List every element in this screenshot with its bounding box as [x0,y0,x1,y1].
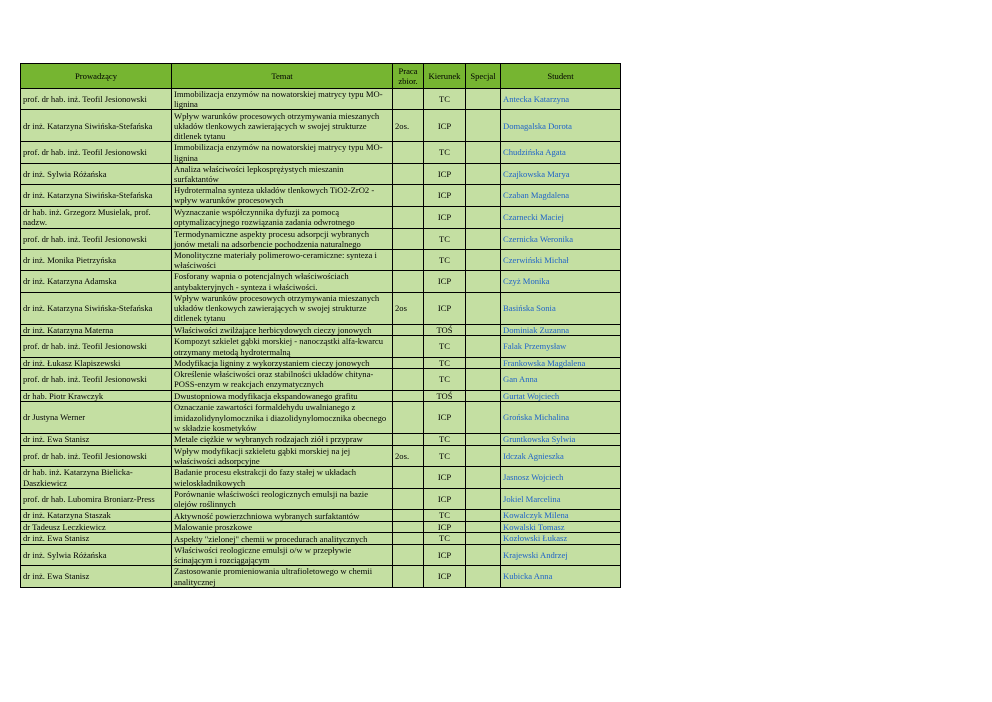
table-row [21,566,621,587]
cell-student[interactable]: Gurtat Wojciech [501,390,621,402]
cell-prowadzacy[interactable]: dr inż. Sylwia Różańska [21,544,172,565]
cell-specjal[interactable] [466,324,501,336]
table-row [21,228,621,249]
cell-prowadzacy[interactable]: dr Tadeusz Leczkiewicz [21,521,172,533]
header-praca[interactable]: Praca zbior. [393,64,424,89]
cell-prowadzacy[interactable]: dr inż. Łukasz Klapiszewski [21,357,172,369]
table-row [21,510,621,522]
cell-kierunek[interactable]: TC [424,336,466,357]
cell-specjal[interactable] [466,142,501,163]
table-row [21,434,621,446]
header-prowadzacy[interactable]: Prowadzący [21,64,172,89]
cell-kierunek[interactable]: ICP [424,489,466,510]
cell-prowadzacy[interactable]: dr hab. Piotr Krawczyk [21,390,172,402]
cell-praca[interactable] [393,336,424,357]
cell-temat[interactable]: Wyznaczanie współczynnika dyfuzji za pomocą optymalizacyjnego rozwiązania zadania odwrotnego [172,206,393,228]
cell-praca[interactable] [393,402,424,434]
cell-prowadzacy[interactable]: dr inż. Katarzyna Siwińska-Stefańska [21,292,172,324]
cell-temat[interactable]: Właściwości zwilżające herbicydowych cieczy jonowych [172,324,393,336]
table-row [21,206,621,228]
header-row [21,64,621,89]
cell-temat[interactable]: Modyfikacja ligniny z wykorzystaniem cieczy jonowych [172,357,393,369]
cell-student[interactable]: Frankowska Magdalena [501,357,621,369]
cell-prowadzacy[interactable]: dr inż. Ewa Stanisz [21,533,172,545]
cell-student[interactable]: Grońska Michalina [501,402,621,434]
table-row [21,489,621,510]
cell-specjal[interactable] [466,110,501,142]
cell-temat[interactable]: Monolityczne materiały polimerowo-ceramiczne: synteza i właściwości [172,250,393,271]
cell-student[interactable]: Dominiak Zuzanna [501,324,621,336]
cell-kierunek[interactable]: TC [424,142,466,163]
cell-student[interactable]: Czernicka Weronika [501,228,621,249]
cell-student[interactable]: Gan Anna [501,369,621,390]
cell-temat[interactable]: Aktywność powierzchniowa wybranych surfaktantów [172,510,393,522]
cell-temat[interactable]: Dwustopniowa modyfikacja ekspandowanego grafitu [172,390,393,402]
cell-kierunek[interactable]: TC [424,533,466,545]
cell-prowadzacy[interactable]: prof. dr hab. inż. Teofil Jesionowski [21,445,172,466]
table-row [21,142,621,163]
table-row [21,445,621,466]
cell-praca[interactable] [393,142,424,163]
cell-praca[interactable] [393,163,424,184]
cell-temat[interactable]: Wpływ warunków procesowych otrzymywania mieszanych układów tlenkowych zawierających w swojej strukturze ditlenek tytanu [172,110,393,142]
cell-praca[interactable]: 2os. [393,445,424,466]
cell-student[interactable]: Kowalczyk Milena [501,510,621,522]
cell-specjal[interactable] [466,185,501,206]
cell-student[interactable]: Falak Przemysław [501,336,621,357]
cell-temat[interactable]: Aspekty "zielonej" chemii w procedurach analitycznych [172,533,393,545]
cell-student[interactable]: Domagalska Dorota [501,110,621,142]
cell-specjal[interactable] [466,206,501,228]
cell-praca[interactable] [393,89,424,110]
cell-kierunek[interactable]: TC [424,369,466,390]
header-specjal[interactable]: Specjal [466,64,501,89]
cell-kierunek[interactable]: ICP [424,566,466,587]
cell-praca[interactable] [393,271,424,292]
cell-specjal[interactable] [466,402,501,434]
cell-temat[interactable]: Immobilizacja enzymów na nowatorskiej matrycy typu MO-lignina [172,142,393,163]
cell-specjal[interactable] [466,521,501,533]
cell-student[interactable]: Jokiel Marcelina [501,489,621,510]
cell-specjal[interactable] [466,533,501,545]
cell-student[interactable]: Gruntkowska Sylwia [501,434,621,446]
table-body [21,89,621,588]
cell-kierunek[interactable]: TC [424,357,466,369]
cell-prowadzacy[interactable]: prof. dr hab. inż. Teofil Jesionowski [21,369,172,390]
cell-student[interactable]: Antecka Katarzyna [501,89,621,110]
header-kierunek[interactable]: Kierunek [424,64,466,89]
cell-specjal[interactable] [466,390,501,402]
cell-specjal[interactable] [466,357,501,369]
cell-student[interactable]: Czaban Magdalena [501,185,621,206]
cell-praca[interactable] [393,250,424,271]
table-row [21,250,621,271]
cell-prowadzacy[interactable]: dr inż. Katarzyna Staszak [21,510,172,522]
cell-specjal[interactable] [466,292,501,324]
cell-praca[interactable] [393,185,424,206]
cell-kierunek[interactable]: ICP [424,292,466,324]
cell-student[interactable]: Czyż Monika [501,271,621,292]
cell-praca[interactable] [393,467,424,489]
table-row [21,324,621,336]
cell-temat[interactable]: Metale ciężkie w wybranych rodzajach ziół i przypraw [172,434,393,446]
cell-specjal[interactable] [466,445,501,466]
cell-temat[interactable]: Określenie właściwości oraz stabilności układów chityna-POSS-enzym w reakcjach enzymatycznych [172,369,393,390]
cell-temat[interactable]: Kompozyt szkielet gąbki morskiej - nanocząstki alfa-kwarcu otrzymany metodą hydrotermalną [172,336,393,357]
table-header [21,64,621,89]
cell-prowadzacy[interactable]: dr inż. Katarzyna Materna [21,324,172,336]
cell-specjal[interactable] [466,467,501,489]
cell-student[interactable]: Kubicka Anna [501,566,621,587]
cell-praca[interactable] [393,544,424,565]
cell-praca[interactable] [393,228,424,249]
cell-prowadzacy[interactable]: dr inż. Katarzyna Siwińska-Stefańska [21,110,172,142]
cell-praca[interactable] [393,206,424,228]
cell-specjal[interactable] [466,228,501,249]
cell-kierunek[interactable]: TC [424,434,466,446]
cell-kierunek[interactable]: ICP [424,544,466,565]
cell-prowadzacy[interactable]: dr hab. inż. Katarzyna Bielicka-Daszkiewicz [21,467,172,489]
table-row [21,521,621,533]
cell-prowadzacy[interactable]: prof. dr hab. Lubomira Broniarz-Press [21,489,172,510]
cell-kierunek[interactable]: TC [424,89,466,110]
table-row [21,185,621,206]
cell-specjal[interactable] [466,163,501,184]
cell-student[interactable]: Idczak Agnieszka [501,445,621,466]
table-row [21,544,621,565]
cell-specjal[interactable] [466,250,501,271]
cell-kierunek[interactable]: TC [424,228,466,249]
cell-kierunek[interactable]: TC [424,250,466,271]
cell-kierunek[interactable]: ICP [424,110,466,142]
cell-prowadzacy[interactable]: prof. dr hab. inż. Teofil Jesionowski [21,142,172,163]
cell-kierunek[interactable]: ICP [424,185,466,206]
cell-kierunek[interactable]: ICP [424,467,466,489]
cell-praca[interactable] [393,566,424,587]
cell-kierunek[interactable]: TC [424,445,466,466]
cell-kierunek[interactable]: ICP [424,206,466,228]
cell-temat[interactable]: Termodynamiczne aspekty procesu adsorpcji wybranych jonów metali na adsorbencie pochodzenia naturalnego [172,228,393,249]
cell-student[interactable]: Jasnosz Wojciech [501,467,621,489]
cell-specjal[interactable] [466,544,501,565]
header-temat[interactable]: Temat [172,64,393,89]
cell-specjal[interactable] [466,434,501,446]
table-row [21,357,621,369]
cell-prowadzacy[interactable]: prof. dr hab. inż. Teofil Jesionowski [21,228,172,249]
cell-student[interactable]: Chudzińska Agata [501,142,621,163]
cell-kierunek[interactable]: TOŚ [424,390,466,402]
table-row [21,533,621,545]
cell-student[interactable]: Basińska Sonia [501,292,621,324]
cell-specjal[interactable] [466,566,501,587]
cell-temat[interactable]: Badanie procesu ekstrakcji do fazy stałej w układach wieloskładnikowych [172,467,393,489]
cell-student[interactable]: Kozłowski Łukasz [501,533,621,545]
cell-temat[interactable]: Właściwości reologiczne emulsji o/w w przepływie ścinającym i rozciągającym [172,544,393,565]
cell-specjal[interactable] [466,336,501,357]
cell-temat[interactable]: Analiza właściwości lepkosprężystych mieszanin surfaktantów [172,163,393,184]
cell-prowadzacy[interactable]: prof. dr hab. inż. Teofil Jesionowski [21,336,172,357]
cell-prowadzacy[interactable]: dr inż. Katarzyna Siwińska-Stefańska [21,185,172,206]
table-row [21,336,621,357]
cell-prowadzacy[interactable]: dr Justyna Werner [21,402,172,434]
table-row [21,271,621,292]
cell-student[interactable]: Krajewski Andrzej [501,544,621,565]
cell-praca[interactable]: 2os. [393,110,424,142]
cell-praca[interactable] [393,369,424,390]
cell-praca[interactable] [393,434,424,446]
cell-student[interactable]: Czerwiński Michał [501,250,621,271]
table-row [21,390,621,402]
cell-praca[interactable] [393,324,424,336]
cell-prowadzacy[interactable]: dr inż. Sylwia Różańska [21,163,172,184]
cell-specjal[interactable] [466,271,501,292]
cell-kierunek[interactable]: ICP [424,163,466,184]
cell-prowadzacy[interactable]: dr inż. Ewa Stanisz [21,566,172,587]
cell-praca[interactable]: 2os [393,292,424,324]
table-row [21,467,621,489]
cell-student[interactable]: Kowalski Tomasz [501,521,621,533]
cell-temat[interactable]: Porównanie właściwości reologicznych emulsji na bazie olejów roślinnych [172,489,393,510]
table-row [21,163,621,184]
cell-temat[interactable]: Fosforany wapnia o potencjalnych właściwościach antybakteryjnych - synteza i właściwości. [172,271,393,292]
cell-kierunek[interactable]: ICP [424,402,466,434]
header-student[interactable]: Student [501,64,621,89]
table-row [21,292,621,324]
cell-temat[interactable]: Immobilizacja enzymów na nowatorskiej matrycy typu MO-lignina [172,89,393,110]
table-row [21,89,621,110]
spreadsheet-table [20,63,621,588]
cell-praca[interactable] [393,521,424,533]
cell-kierunek[interactable]: ICP [424,521,466,533]
table-row [21,110,621,142]
cell-kierunek[interactable]: TC [424,510,466,522]
cell-prowadzacy[interactable]: dr inż. Katarzyna Adamska [21,271,172,292]
cell-specjal[interactable] [466,489,501,510]
cell-temat[interactable]: Hydrotermalna synteza układów tlenkowych TiO2-ZrO2 - wpływ warunków procesowych [172,185,393,206]
cell-prowadzacy[interactable]: prof. dr hab. inż. Teofil Jesionowski [21,89,172,110]
table-row [21,402,621,434]
cell-specjal[interactable] [466,510,501,522]
cell-specjal[interactable] [466,89,501,110]
cell-temat[interactable]: Zastosowanie promieniowania ultrafioletowego w chemii analitycznej [172,566,393,587]
cell-kierunek[interactable]: TOŚ [424,324,466,336]
cell-temat[interactable]: Wpływ warunków procesowych otrzymywania mieszanych układów tlenkowych zawierających w swojej strukturze ditlenek tytanu [172,292,393,324]
cell-student[interactable]: Czajkowska Marya [501,163,621,184]
cell-praca[interactable] [393,533,424,545]
cell-prowadzacy[interactable]: dr inż. Ewa Stanisz [21,434,172,446]
cell-kierunek[interactable]: ICP [424,271,466,292]
cell-temat[interactable]: Wpływ modyfikacji szkieletu gąbki morskiej na jej właściwości adsorpcyjne [172,445,393,466]
cell-temat[interactable]: Oznaczanie zawartości formaldehydu uwalnianego z imidazolidynylomocznika i diazolidynylomocznika obecnego w składzie kosmetyków [172,402,393,434]
cell-prowadzacy[interactable]: dr hab. inż. Grzegorz Musielak, prof. nadzw. [21,206,172,228]
cell-praca[interactable] [393,510,424,522]
table-row [21,369,621,390]
cell-specjal[interactable] [466,369,501,390]
cell-praca[interactable] [393,489,424,510]
cell-student[interactable]: Czarnecki Maciej [501,206,621,228]
cell-prowadzacy[interactable]: dr inż. Monika Pietrzyńska [21,250,172,271]
cell-praca[interactable] [393,357,424,369]
cell-praca[interactable] [393,390,424,402]
cell-temat[interactable]: Malowanie proszkowe [172,521,393,533]
